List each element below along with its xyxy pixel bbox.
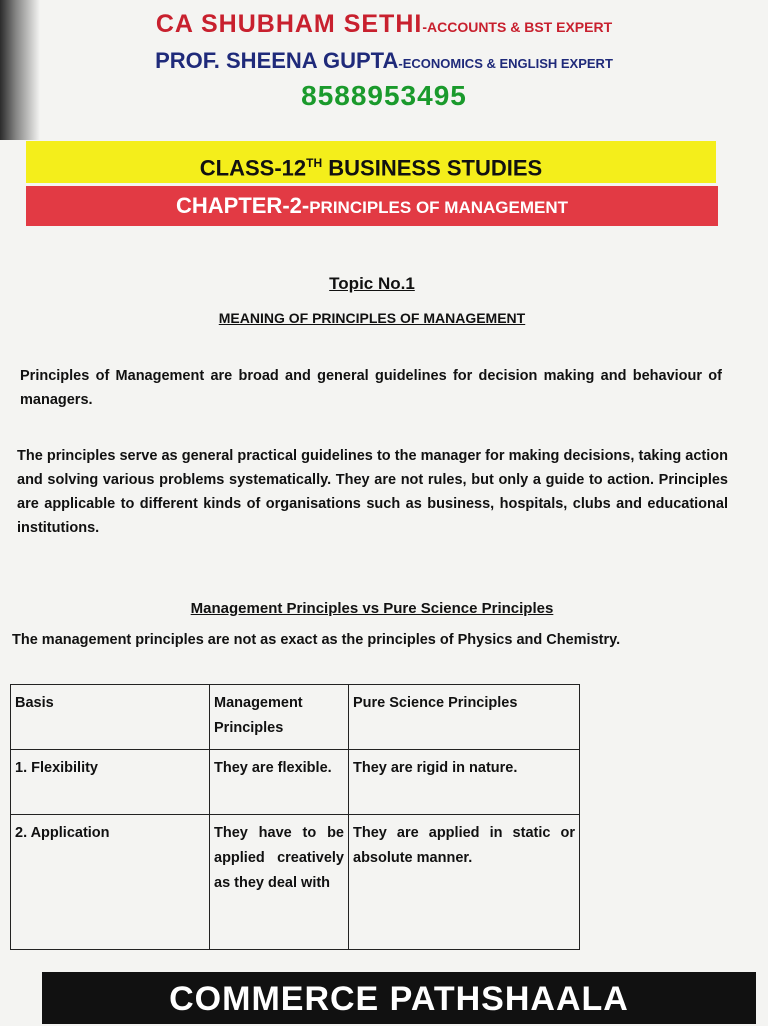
table-cell: 2. Application (11, 815, 210, 950)
table-cell: They are applied in static or absolute manner. (349, 815, 580, 950)
table-header-cell: Pure Science Principles (349, 685, 580, 750)
author-role-2: -ECONOMICS & ENGLISH EXPERT (398, 56, 613, 71)
subtopic-heading: MEANING OF PRINCIPLES OF MANAGEMENT (218, 310, 526, 326)
phone-number: 8588953495 (301, 80, 467, 111)
comparison-table (10, 684, 580, 950)
author-line-1 (0, 10, 768, 39)
author-line-2 (0, 48, 768, 74)
table-header-cell: Basis (11, 685, 210, 750)
comparison-heading: Management Principles vs Pure Science Principles (190, 600, 554, 617)
chapter-prefix: CHAPTER-2- (175, 193, 310, 218)
footer-brand: COMMERCE PATHSHAALA (42, 972, 756, 1024)
table-header-cell: Management Principles (210, 685, 349, 750)
paragraph-comparison: The management principles are not as exact as the principles of Physics and Chemistry. (12, 632, 621, 648)
topic-heading: Topic No.1 (329, 274, 415, 293)
author-role-1: -ACCOUNTS & BST EXPERT (422, 19, 613, 35)
class-subject: BUSINESS STUDIES (322, 155, 543, 181)
table-cell: They are flexible. (210, 750, 349, 815)
table-row (11, 750, 580, 815)
table-row (11, 815, 580, 950)
table-cell: 1. Flexibility (11, 750, 210, 815)
author-name-1: CA SHUBHAM SETHI (155, 10, 423, 38)
class-prefix: CLASS-12 (199, 155, 307, 181)
class-banner (26, 141, 716, 183)
table-header-row (11, 685, 580, 750)
class-sup: TH (306, 156, 323, 170)
paragraph-definition: Principles of Management are broad and general guidelines for decision making and behaviour of managers. (20, 368, 722, 408)
table-cell: They have to be applied creatively as they deal with (210, 815, 349, 950)
paragraph-purpose: The principles serve as general practical guidelines to the manager for making decisions, taking action and solving various problems systematically. They are not rules, but only a guide to action. Principles are applicable to different kinds of organisations such as business, hospitals, clubs and educational institutions. (17, 448, 728, 536)
chapter-banner (26, 186, 718, 226)
chapter-title: PRINCIPLES OF MANAGEMENT (309, 198, 569, 217)
author-name-2: PROF. SHEENA GUPTA (155, 48, 399, 73)
table-cell: They are rigid in nature. (349, 750, 580, 815)
